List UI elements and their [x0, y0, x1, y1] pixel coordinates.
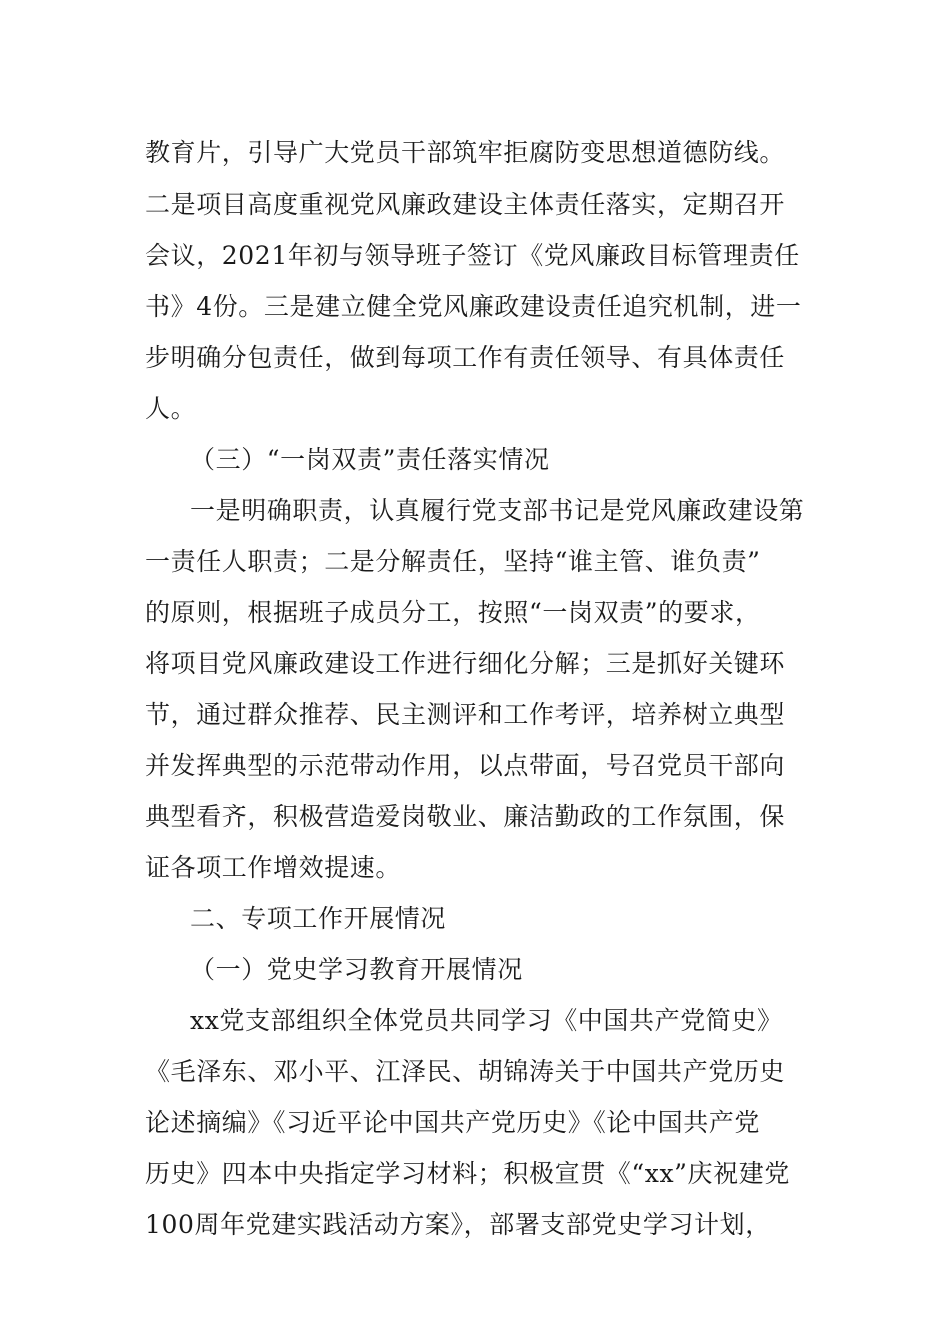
subsection-heading: （一）党史学习教育开展情况 — [190, 955, 523, 984]
body-text-line: 的原则，根据班子成员分工，按照“一岗双责”的要求， — [145, 598, 761, 627]
section-heading: （三）“一岗双责”责任落实情况 — [190, 445, 550, 474]
body-text-line: 论述摘编》《习近平论中国共产党历史》《论中国共产党 — [145, 1108, 761, 1137]
body-text-line: 历史》四本中央指定学习材料；积极宣贯《“xx”庆祝建党 — [145, 1159, 790, 1188]
body-text-line: 步明确分包责任，做到每项工作有责任领导、有具体责任 — [145, 343, 786, 372]
body-text-line: 人。 — [145, 394, 197, 423]
body-text-line: 节，通过群众推荐、民主测评和工作考评，培养树立典型 — [145, 700, 786, 729]
body-text-line: 并发挥典型的示范带动作用，以点带面，号召党员干部向 — [145, 751, 786, 780]
body-text-line: 会议，2021年初与领导班子签订《党风廉政目标管理责任 — [145, 241, 800, 270]
body-text-line: 典型看齐，积极营造爱岗敬业、廉洁勤政的工作氛围，保 — [145, 802, 786, 831]
body-text-line: 《毛泽东、邓小平、江泽民、胡锦涛关于中国共产党历史 — [145, 1057, 786, 1086]
body-text-line: 100周年党建实践活动方案》，部署支部党史学习计划， — [145, 1210, 771, 1239]
body-text-line: 一责任人职责；二是分解责任，坚持“谁主管、谁负责” — [145, 547, 761, 576]
body-text-line: 证各项工作增效提速。 — [145, 853, 402, 882]
paragraph-first-line: 一是明确职责，认真履行党支部书记是党风廉政建设第 — [190, 496, 805, 525]
body-text-line: 书》4份。三是建立健全党风廉政建设责任追究机制，进一 — [145, 292, 802, 321]
body-text-line: 教育片，引导广大党员干部筑牢拒腐防变思想道德防线。 — [145, 138, 786, 167]
paragraph-first-line: xx党支部组织全体党员共同学习《中国共产党简史》 — [190, 1006, 783, 1035]
body-text-line: 二是项目高度重视党风廉政建设主体责任落实，定期召开 — [145, 190, 786, 219]
section-heading: 二、专项工作开展情况 — [190, 904, 447, 933]
body-text-line: 将项目党风廉政建设工作进行细化分解；三是抓好关键环 — [145, 649, 786, 678]
